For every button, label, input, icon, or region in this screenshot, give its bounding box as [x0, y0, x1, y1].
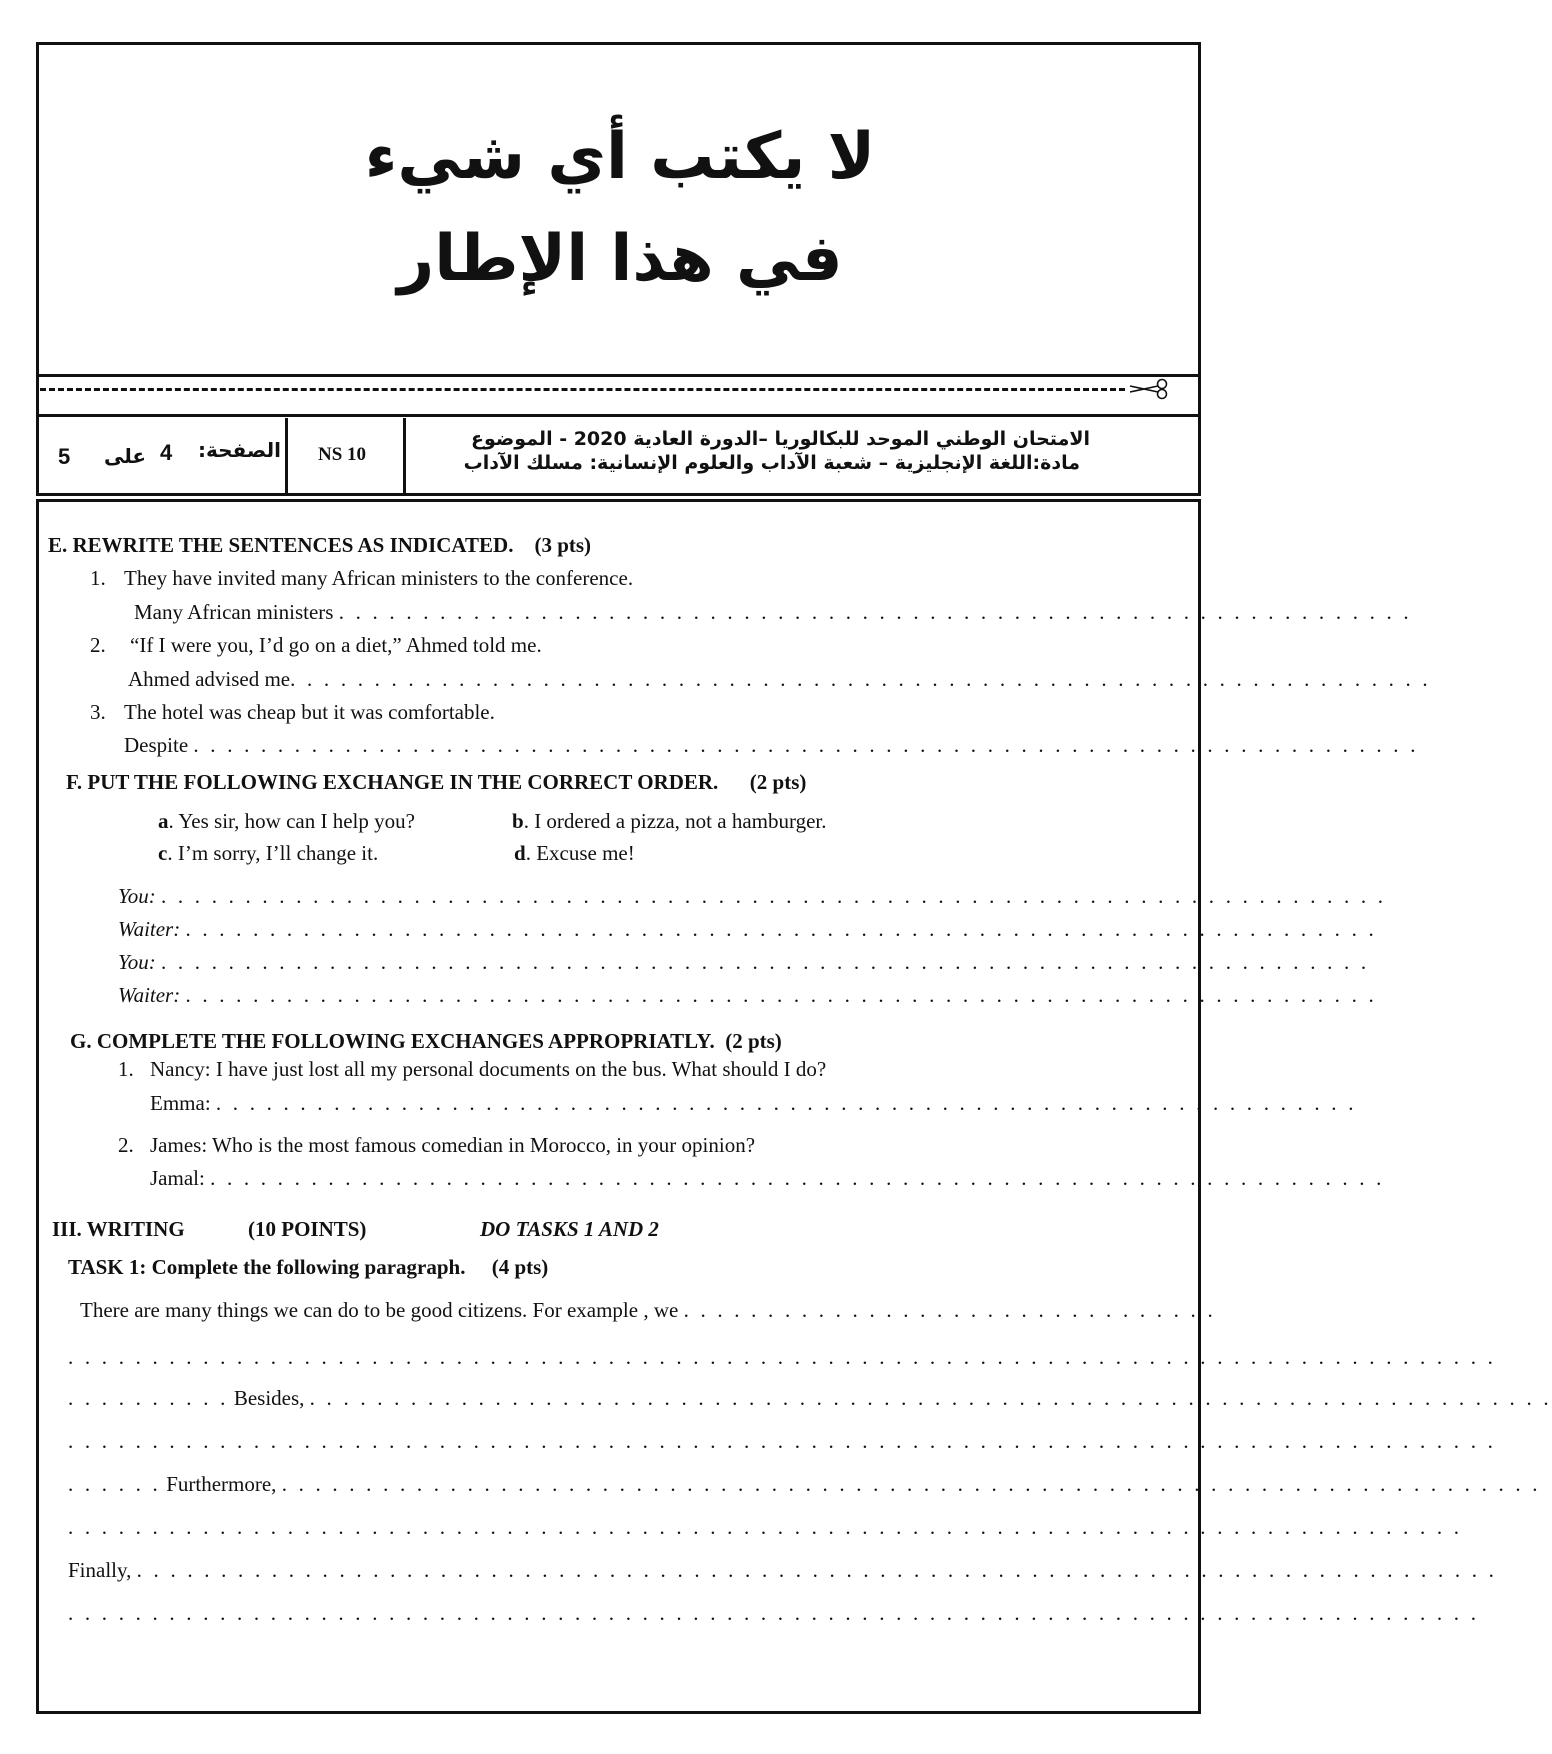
g-item-2-text: James: Who is the most famous comedian in Morocco, in your opinion? — [150, 1133, 756, 1157]
paragraph-line-7[interactable]: Finally, . . . . . . . . . . . . . . . . . . . . . . . . . . . . . . . . . . . . . . . . . . . . . . . . . . . . . . . . . . . . . . . . . . . . . . . . . . . . . . . . . — [68, 1558, 1498, 1582]
g-item-2-num: 2. — [118, 1133, 134, 1157]
f-dialogue-line-3[interactable]: You: . . . . . . . . . . . . . . . . . . . . . . . . . . . . . . . . . . . . . . . . . . . . . . . . . . . . . . . . . . . . . . . . . . . . . . . . — [118, 950, 1370, 974]
paragraph-line-2[interactable]: . . . . . . . . . . . . . . . . . . . . . . . . . . . . . . . . . . . . . . . . . . . . . . . . . . . . . . . . . . . . . . . . . . . . . . . . . . . . . . . . . . . . . — [68, 1345, 1497, 1369]
section-f-points: (2 pts) — [749, 770, 807, 794]
task-1-points: (4 pts) — [491, 1255, 549, 1279]
e-item-3-num: 3. — [90, 700, 106, 724]
paragraph-line-4[interactable]: . . . . . . . . . . . . . . . . . . . . . . . . . . . . . . . . . . . . . . . . . . . . . . . . . . . . . . . . . . . . . . . . . . . . . . . . . . . . . . . . . . . . . — [68, 1429, 1497, 1453]
f-option-b: b. I ordered a pizza, not a hamburger. — [512, 809, 827, 833]
no-write-line-2: في هذا الإطار — [397, 222, 843, 296]
f-option-c: c. I’m sorry, I’ll change it. — [158, 841, 379, 865]
page-label: الصفحة: — [198, 438, 282, 462]
page-of-label: على — [104, 444, 147, 468]
writing-points: (10 POINTS) — [248, 1217, 367, 1241]
paragraph-line-1[interactable]: There are many things we can do to be good citizens. For example , we . . . . . . . . . . . . . . . . . . . . . . . . . . . . . . . . — [80, 1298, 1216, 1322]
exam-subject-line: مادة:اللغة الإنجليزية – شعبة الآداب والعلوم الإنسانية: مسلك الآداب — [463, 452, 1080, 474]
section-g-title: G. COMPLETE THE FOLLOWING EXCHANGES APPROPRIATLY. (2 pts) — [70, 1029, 782, 1053]
e-item-1-answer[interactable]: Many African ministers . . . . . . . . . . . . . . . . . . . . . . . . . . . . . . . . . . . . . . . . . . . . . . . . . . . . . . . . . . . . . . . . — [134, 600, 1412, 624]
f-dialogue-line-4[interactable]: Waiter: . . . . . . . . . . . . . . . . . . . . . . . . . . . . . . . . . . . . . . . . . . . . . . . . . . . . . . . . . . . . . . . . . . . . . . . — [118, 983, 1377, 1007]
e-item-3-text: The hotel was cheap but it was comfortable. — [124, 700, 495, 724]
section-g-points: (2 pts) — [725, 1029, 782, 1053]
f-option-d: d. Excuse me! — [514, 841, 635, 865]
header-divider-2 — [403, 418, 406, 496]
g-item-1-num: 1. — [118, 1057, 134, 1081]
e-item-1-num: 1. — [90, 566, 106, 590]
e-item-3-answer[interactable]: Despite . . . . . . . . . . . . . . . . . . . . . . . . . . . . . . . . . . . . . . . . . . . . . . . . . . . . . . . . . . . . . . . . . . . . . . . . . — [124, 733, 1419, 757]
cut-line — [40, 388, 1125, 391]
e-item-2-answer[interactable]: Ahmed advised me. . . . . . . . . . . . . . . . . . . . . . . . . . . . . . . . . . . . . . . . . . . . . . . . . . . . . . . . . . . . . . . . . . . . — [128, 667, 1431, 691]
g-item-2-answer[interactable]: Jamal: . . . . . . . . . . . . . . . . . . . . . . . . . . . . . . . . . . . . . . . . . . . . . . . . . . . . . . . . . . . . . . . . . . . . . . — [150, 1166, 1385, 1190]
cut-strip — [36, 374, 1201, 414]
paragraph-line-5[interactable]: . . . . . . Furthermore, . . . . . . . . . . . . . . . . . . . . . . . . . . . . . . . . . . . . . . . . . . . . . . . . . . . . . . . . . . . . . . . . . . . . . . . . . . . — [68, 1472, 1541, 1496]
g-item-1-text: Nancy: I have just lost all my personal documents on the bus. What should I do? — [150, 1057, 827, 1081]
exam-title-line: الامتحان الوطني الموحد للبكالوريا –الدورة العادية 2020 - الموضوع — [471, 428, 1090, 450]
writing-title: III. WRITING — [52, 1217, 185, 1241]
page-total: 5 — [58, 444, 71, 469]
no-write-box — [36, 42, 1201, 377]
header-divider-1 — [285, 418, 288, 496]
section-e-points: (3 pts) — [534, 533, 592, 557]
e-item-2-text: “If I were you, I’d go on a diet,” Ahmed told me. — [130, 633, 542, 657]
e-item-1-text: They have invited many African ministers to the conference. — [124, 566, 634, 590]
paragraph-line-6[interactable]: . . . . . . . . . . . . . . . . . . . . . . . . . . . . . . . . . . . . . . . . . . . . . . . . . . . . . . . . . . . . . . . . . . . . . . . . . . . . . . . . . . . — [68, 1515, 1463, 1539]
section-f-title: F. PUT THE FOLLOWING EXCHANGE IN THE CORRECT ORDER. (2 pts) — [66, 770, 807, 794]
writing-instruction: DO TASKS 1 AND 2 — [480, 1217, 659, 1241]
scissors-icon — [1128, 378, 1170, 400]
f-option-a: a. Yes sir, how can I help you? — [158, 809, 415, 833]
f-dialogue-line-1[interactable]: You: . . . . . . . . . . . . . . . . . . . . . . . . . . . . . . . . . . . . . . . . . . . . . . . . . . . . . . . . . . . . . . . . . . . . . . . . . — [118, 884, 1387, 908]
task-1-title: TASK 1: Complete the following paragraph. (4 pts) — [68, 1255, 549, 1279]
g-item-1-answer[interactable]: Emma: . . . . . . . . . . . . . . . . . . . . . . . . . . . . . . . . . . . . . . . . . . . . . . . . . . . . . . . . . . . . . . . . . . . . — [150, 1091, 1357, 1115]
page-number: 4 — [160, 440, 173, 465]
paragraph-line-3[interactable]: . . . . . . . . . . Besides, . . . . . . . . . . . . . . . . . . . . . . . . . . . . . . . . . . . . . . . . . . . . . . . . . . . . . . . . . . . . . . . . . . . . . . . . . . — [68, 1386, 1552, 1410]
paragraph-line-8[interactable]: . . . . . . . . . . . . . . . . . . . . . . . . . . . . . . . . . . . . . . . . . . . . . . . . . . . . . . . . . . . . . . . . . . . . . . . . . . . . . . . . . . . . — [68, 1601, 1480, 1625]
exam-code: NS 10 — [318, 444, 367, 465]
no-write-line-1: لا يكتب أي شيء — [364, 120, 876, 194]
section-e-title: E. REWRITE THE SENTENCES AS INDICATED. (3 pts) — [48, 533, 592, 557]
f-dialogue-line-2[interactable]: Waiter: . . . . . . . . . . . . . . . . . . . . . . . . . . . . . . . . . . . . . . . . . . . . . . . . . . . . . . . . . . . . . . . . . . . . . . . — [118, 917, 1377, 941]
e-item-2-num: 2. — [90, 633, 106, 657]
